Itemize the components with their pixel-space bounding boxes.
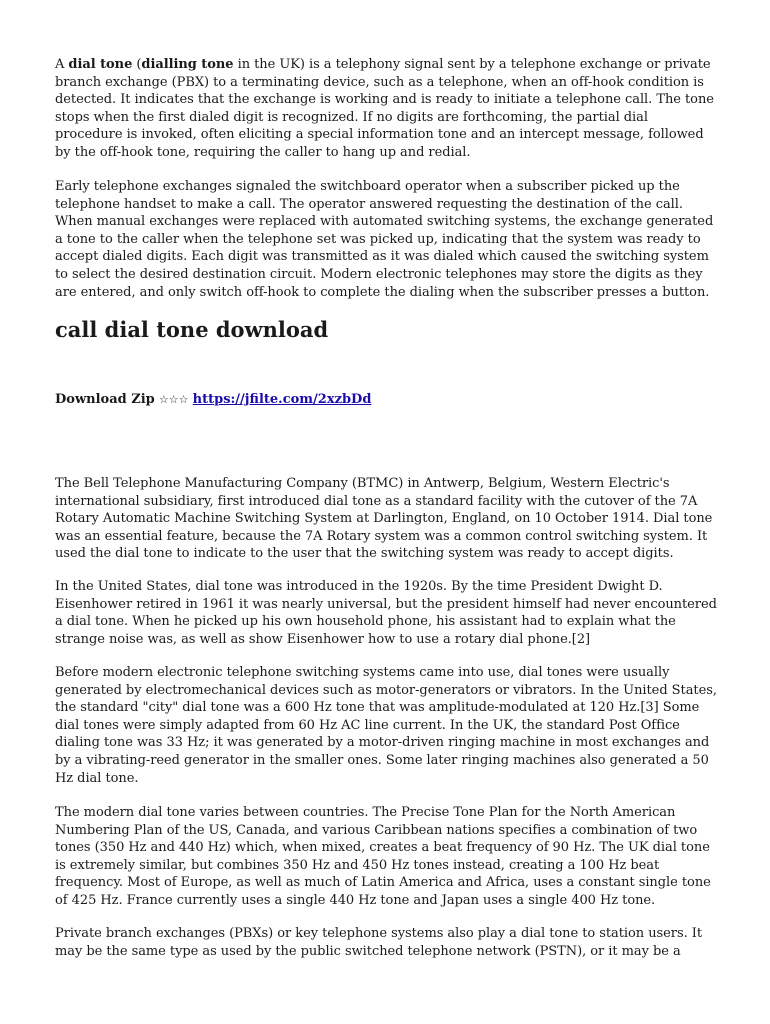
body-paragraph-4: The modern dial tone varies between countries. The Precise Tone Plan for the North American Numbering Plan of the US, Canada, and various Caribbean nations specifies a combination of two tones (350 Hz and 440 Hz) which, when mixed, creates a beat frequency of 90 Hz. The UK dial tone is extremely similar, but combines 350 Hz and 450 Hz tones instead, creating a 100 Hz beat frequency. Most of Europe, as well as much of Latin America and Africa, uses a constant single tone of 425 Hz. France currently uses a single 440 Hz tone and Japan uses a single 400 Hz tone. <box>55 805 711 908</box>
body-paragraph-5: Private branch exchanges (PBXs) or key telephone systems also play a dial tone to station users. It may be the same type as used by the public switched telephone network (PSTN), or it may be a <box>55 926 703 959</box>
term-dial-tone: dial tone <box>68 57 133 72</box>
body-paragraph-2: In the United States, dial tone was introduced in the 1920s. By the time President Dwight D. Eisenhower retired in 1961 it was nearly universal, but the president himself had never encountered a dial tone. When he picked up his own household phone, his assistant had to explain what the strange noise was, as well as show Eisenhower how to use a rotary dial phone.[2] <box>55 579 717 647</box>
term-dialling-tone: dialling tone <box>141 57 234 72</box>
arrow-icons: ☆☆☆ <box>158 393 189 406</box>
intro-paragraph-1 <box>55 56 717 162</box>
body-paragraph-3: Before modern electronic telephone switching systems came into use, dial tones were usually generated by electromechanical devices such as motor-generators or vibrators. In the United States, the standard "city" dial tone was a 600 Hz tone that was amplitude-modulated at 120 Hz.[3] Some dial tones were simply adapted from 60 Hz AC line current. In the UK, the standard Post Office dialing tone was 33 Hz; it was generated by a motor-driven ringing machine in most exchanges and by a vibrating-reed generator in the smaller ones. Some later ringing machines also generated a 50 Hz dial tone. <box>55 665 717 786</box>
page-heading: call dial tone download <box>55 317 329 342</box>
download-link[interactable]: https://jfilte.com/2xzbDd <box>192 392 372 407</box>
intro-paragraph-2: Early telephone exchanges signaled the switchboard operator when a subscriber picked up the telephone handset to make a call. The operator answered requesting the destination of the call. When manual exchanges were replaced with automated switching systems, the exchange generated a tone to the caller when the telephone set was picked up, indicating that the system was ready to accept dialed digits. Each digit was transmitted as it was dialed which caused the switching system to select the desired destination circuit. Modern electronic telephones may store the digits as they are entered, and only switch off-hook to complete the dialing when the subscriber presses a button. <box>55 179 714 300</box>
intro-text-a: A <box>55 57 69 72</box>
intro-text-b: ( <box>132 57 142 72</box>
download-line <box>55 391 371 409</box>
download-label: Download Zip <box>55 392 155 407</box>
body-paragraph-1: The Bell Telephone Manufacturing Company (BTMC) in Antwerp, Belgium, Western Electric's international subsidiary, first introduced dial tone as a standard facility with the cutover of the 7A Rotary Automatic Machine Switching System at Darlington, England, on 10 October 1914. Dial tone was an essential feature, because the 7A Rotary system was a common control switching system. It used the dial tone to indicate to the user that the switching system was ready to accept digits. <box>55 476 713 562</box>
intro-text-rest: in the UK) is a telephony signal sent by a telephone exchange or private branch exchange (PBX) to a terminating device, such as a telephone, when an off-hook condition is detected. It indicates that the exchange is working and is ready to initiate a telephone call. The tone stops when the first dialed digit is recognized. If no digits are forthcoming, the partial dial procedure is invoked, often eliciting a special information tone and an intercept message, followed by the off-hook tone, requiring the caller to hang up and redial. <box>55 57 714 160</box>
